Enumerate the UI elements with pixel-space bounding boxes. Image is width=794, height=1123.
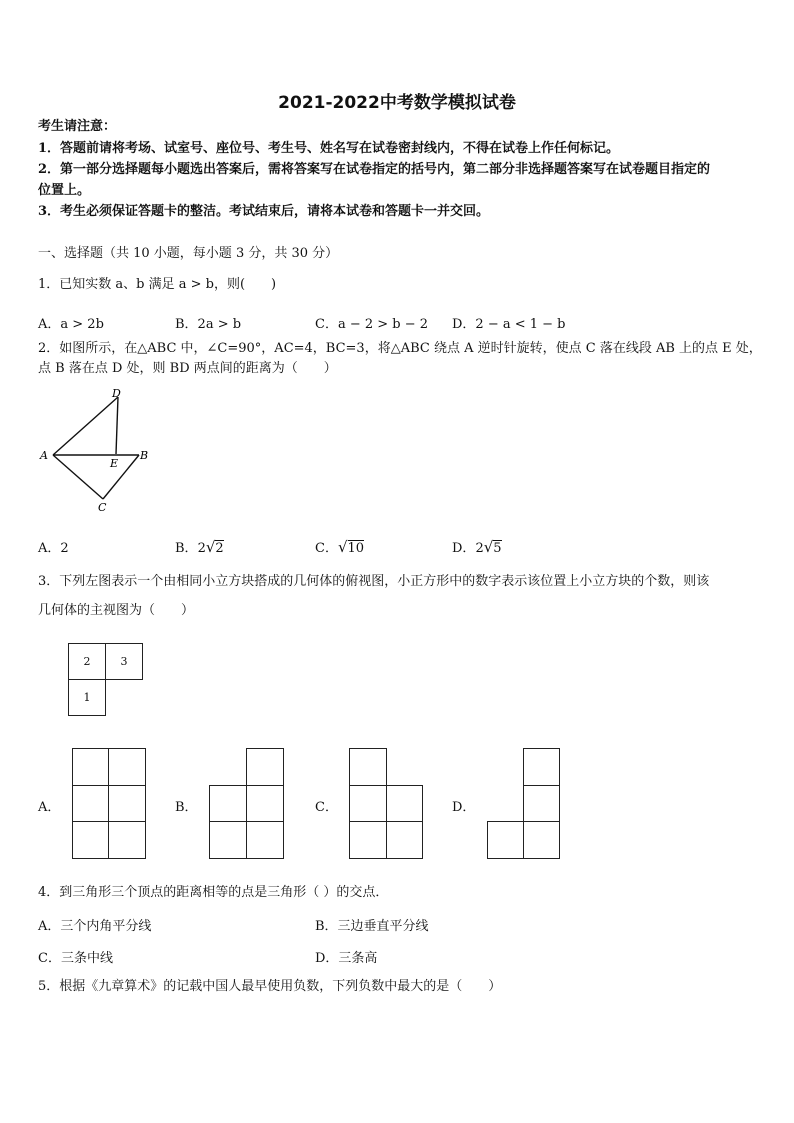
q1-option-a: A．a > 2b: [38, 317, 104, 332]
front-view-square: [108, 785, 146, 822]
notice-item-3: 3．考生必须保证答题卡的整洁。考试结束后，请将本试卷和答题卡一并交回。: [38, 204, 490, 219]
q2-option-c: C．√10: [315, 538, 365, 556]
top-view-cell: 3: [105, 643, 143, 680]
front-view-square: [72, 821, 109, 859]
notice-item-1: 1．答题前请将考场、试室号、座位号、考生号、姓名写在试卷密封线内，不得在试卷上作任何标记。: [38, 141, 620, 156]
section-heading: 一、选择题（共 10 小题，每小题 3 分，共 30 分）: [38, 246, 339, 261]
q4-option-b: B．三边垂直平分线: [315, 919, 429, 934]
q2-triangle-figure: [35, 385, 165, 515]
front-view-square: [386, 821, 423, 859]
label-e: E: [110, 457, 119, 470]
q1-option-c: C．a − 2 > b − 2: [315, 317, 429, 332]
q3-stem-line1: 3．下列左图表示一个由相同小立方块搭成的几何体的俯视图，小正方形中的数字表示该位置上小立方块的个数，则该: [38, 574, 710, 589]
front-view-square: [349, 785, 387, 822]
q3-option-a-label: A．: [38, 800, 61, 815]
q2-stem-line2: 点 B 落在点 D 处，则 BD 两点间的距离为（ ）: [38, 361, 337, 376]
q4-option-a: A．三个内角平分线: [38, 919, 152, 934]
front-view-square: [523, 748, 560, 786]
q2-option-a: A．2: [38, 541, 69, 556]
front-view-square: [523, 821, 560, 859]
q1-option-b: B．2a > b: [175, 317, 242, 332]
label-b: B: [140, 449, 149, 462]
front-view-square: [72, 785, 109, 822]
front-view-square: [246, 748, 284, 786]
front-view-square: [246, 785, 284, 822]
label-d: D: [112, 387, 121, 400]
front-view-square: [523, 785, 560, 822]
q5-stem: 5．根据《九章算术》的记载中国人最早使用负数，下列负数中最大的是（ ）: [38, 979, 502, 994]
label-a: A: [40, 449, 48, 462]
q4-option-d: D．三条高: [315, 951, 378, 966]
q2-option-d: D．2√5: [452, 538, 502, 556]
q2-option-b: B．2√2: [175, 538, 224, 556]
front-view-square: [246, 821, 284, 859]
top-view-cell: 2: [68, 643, 106, 680]
q3-option-d-label: D．: [452, 800, 476, 815]
front-view-square: [209, 785, 247, 822]
front-view-square: [108, 748, 146, 786]
front-view-square: [349, 748, 387, 786]
front-view-square: [487, 821, 524, 859]
notice-item-2-cont: 位置上。: [38, 183, 91, 198]
q1-stem: 1．已知实数 a、b 满足 a > b，则( ): [38, 277, 277, 292]
notice-heading: 考生请注意：: [38, 119, 117, 134]
q3-stem-line2: 几何体的主视图为（ ）: [38, 603, 195, 618]
q4-option-c: C．三条中线: [38, 951, 113, 966]
front-view-square: [209, 821, 247, 859]
q3-option-c-label: C．: [315, 800, 338, 815]
notice-item-2: 2．第一部分选择题每小题选出答案后，需将答案写在试卷指定的括号内，第二部分非选择题答案写在试卷题目指定的: [38, 162, 711, 177]
front-view-square: [349, 821, 387, 859]
top-view-cell: 1: [68, 679, 106, 716]
label-c: C: [98, 501, 107, 514]
q1-option-d: D．2 − a < 1 − b: [452, 317, 566, 332]
q2-stem-line1: 2．如图所示，在△ABC 中，∠C=90°，AC=4，BC=3，将△ABC 绕点 A 逆时针旋转，使点 C 落在线段 AB 上的点 E 处，: [38, 341, 762, 356]
q4-stem: 4．到三角形三个顶点的距离相等的点是三角形（ ）的交点．: [38, 885, 389, 900]
page-title: 2021-2022中考数学模拟试卷: [278, 93, 516, 113]
front-view-square: [108, 821, 146, 859]
front-view-square: [72, 748, 109, 786]
front-view-square: [386, 785, 423, 822]
q3-option-b-label: B．: [175, 800, 198, 815]
